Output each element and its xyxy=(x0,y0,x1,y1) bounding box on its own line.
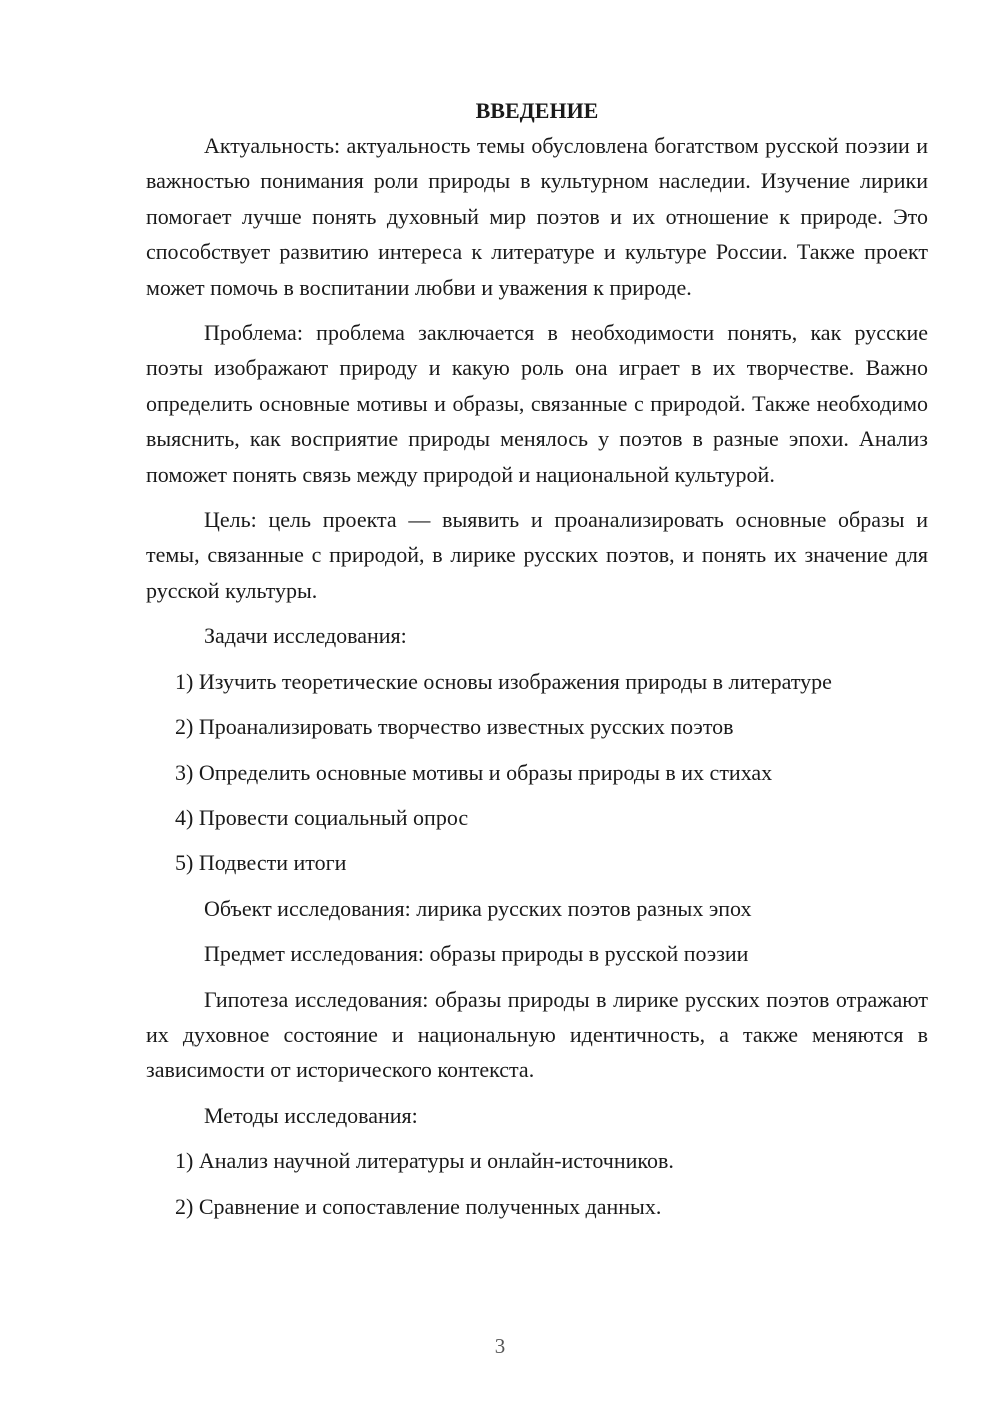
page-title: ВВЕДЕНИЕ xyxy=(475,98,599,123)
goal-paragraph: Цель: цель проекта — выявить и проанализировать основные образы и темы, связанные с природой, в лирике русских поэтов, и понять их значение для русской культуры. xyxy=(146,507,928,603)
problem-paragraph: Проблема: проблема заключается в необходимости понять, как русские поэты изображают природу и какую роль она играет в их творчестве. Важно определить основные мотивы и образы, связанные с природой. Также необходимо выяснить, как восприятие природы менялось у поэтов в разные эпохи. Анализ поможет понять связь между природой и национальной культурой. xyxy=(146,320,928,487)
object-line: Объект исследования: лирика русских поэтов разных эпох xyxy=(204,895,752,921)
list-item: 1) Изучить теоретические основы изображения природы в литературе xyxy=(175,668,832,694)
relevance-paragraph: Актуальность: актуальность темы обусловлена богатством русской поэзии и важностью понимания роли природы в культурном наследии. Изучение лирики помогает лучше понять духовный мир поэтов и их отношение к природе. Это способствует развитию интереса к литературе и культуре России. Также проект может помочь в воспитании любви и уважения к природе. xyxy=(146,133,928,300)
page-number: 3 xyxy=(494,1334,506,1358)
methods-list xyxy=(146,1143,928,1224)
list-item: 4) Провести социальный опрос xyxy=(175,804,469,830)
tasks-list xyxy=(146,664,928,881)
subject-line: Предмет исследования: образы природы в русской поэзии xyxy=(204,941,749,967)
list-item: 2) Сравнение и сопоставление полученных данных. xyxy=(175,1193,662,1219)
list-item: 3) Определить основные мотивы и образы природы в их стихах xyxy=(175,759,773,785)
document-page xyxy=(146,96,928,1234)
hypothesis-paragraph: Гипотеза исследования: образы природы в лирике русских поэтов отражают их духовное состояние и национальную идентичность, а также меняются в зависимости от исторического контекста. xyxy=(146,986,928,1083)
list-item: 5) Подвести итоги xyxy=(175,850,347,876)
list-item: 2) Проанализировать творчество известных русских поэтов xyxy=(175,714,734,740)
list-item: 1) Анализ научной литературы и онлайн-источников. xyxy=(175,1148,674,1174)
tasks-label: Задачи исследования: xyxy=(204,623,407,649)
methods-label: Методы исследования: xyxy=(204,1102,418,1128)
